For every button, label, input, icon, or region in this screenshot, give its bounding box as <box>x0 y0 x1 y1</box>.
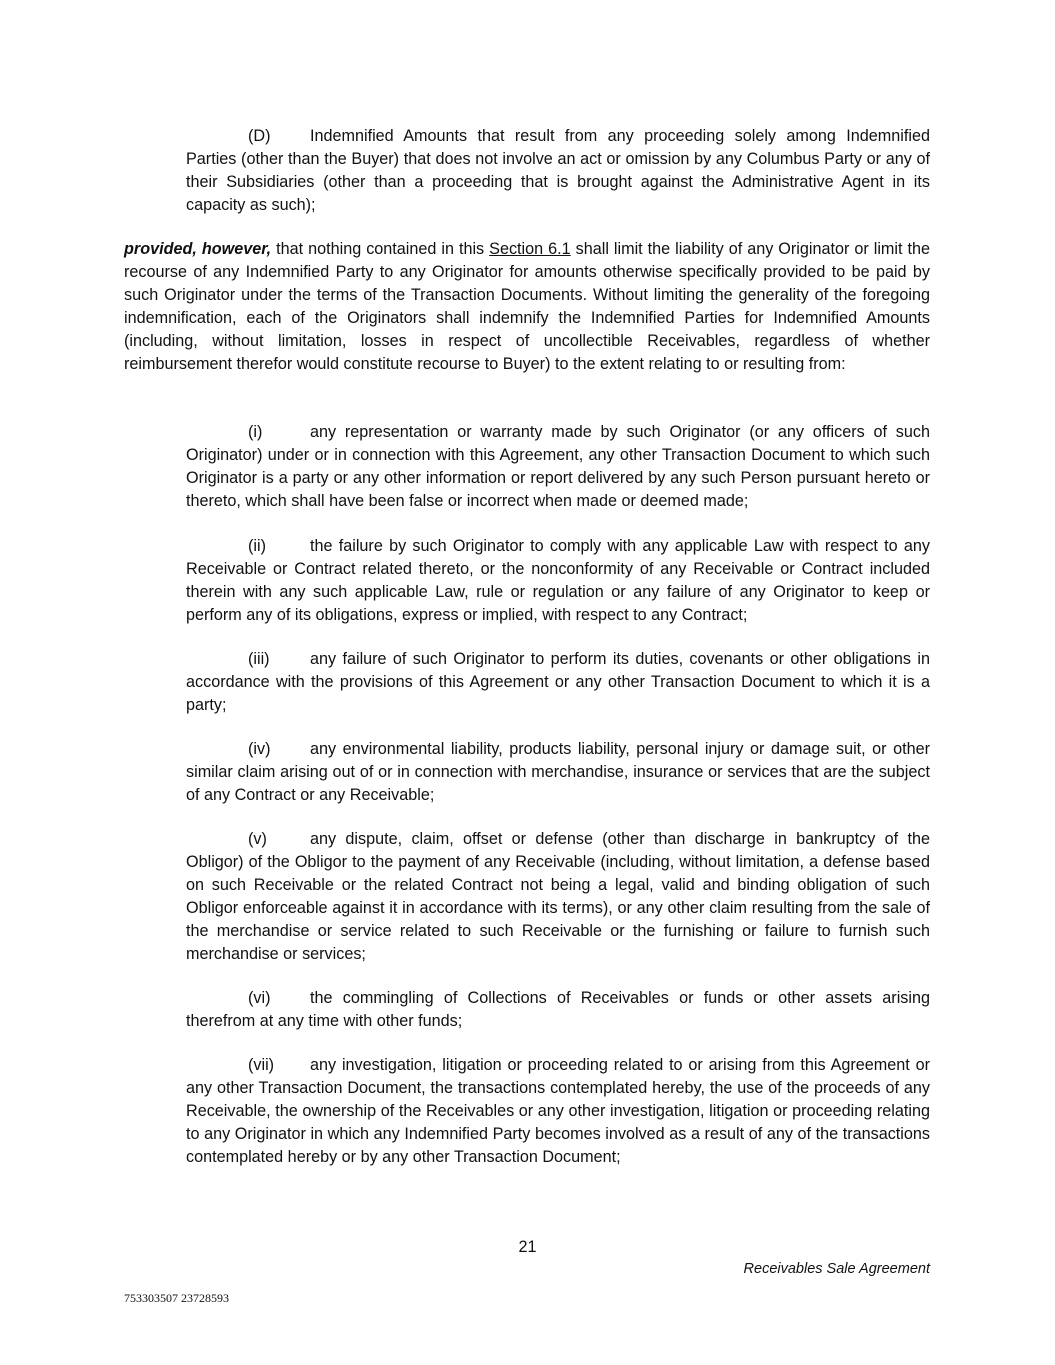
clause-text: the commingling of Collections of Receivables or funds or other assets arising therefrom at any time with other funds; <box>186 989 930 1030</box>
clause-text: any representation or warranty made by such Originator (or any officers of such Originator) under or in connection with this Agreement, any other Transaction Document to which such Originator is a party or any other information or report delivered by any such Person pursuant hereto or thereto, which shall have been false or incorrect when made or deemed made; <box>186 423 930 510</box>
document-id: 753303507 23728593 <box>124 1291 229 1305</box>
document-title: Receivables Sale Agreement <box>743 1261 930 1277</box>
clause-text: the failure by such Originator to comply with any applicable Law with respect to any Receivable or Contract related thereto, or the nonconformity of any Receivable or Contract included therein with any such applicable Law, rule or regulation or any failure of any Originator to keep or perform any of its obligations, express or implied, with respect to any Contract; <box>186 537 930 624</box>
clause-text: any environmental liability, products liability, personal injury or damage suit, or other similar claim arising out of or in connection with merchandise, insurance or services that are the subject of any Contract or any Receivable; <box>186 740 930 804</box>
clause-label: (v) <box>248 830 267 848</box>
clause-ii <box>186 535 930 627</box>
clause-text: any failure of such Originator to perform its duties, covenants or other obligations in accordance with the provisions of this Agreement or any other Transaction Document to which it is a party; <box>186 650 930 714</box>
provided-text-2: shall limit the liability of any Originator or limit the recourse of any Indemnified Party to any Originator for amounts otherwise specifically provided to be paid by such Originator under the terms of the Transaction Documents. Without limiting the generality of the foregoing indemnification, each of the Originators shall indemnify the Indemnified Parties for Indemnified Amounts (including, without limitation, losses in respect of uncollectible Receivables, regardless of whether reimbursement therefor would constitute recourse to Buyer) to the extent relating to or resulting from: <box>124 240 930 373</box>
clause-label: (vii) <box>248 1056 275 1074</box>
clause-label: (D) <box>248 127 271 145</box>
clause-iv <box>186 738 930 807</box>
clause-iii <box>186 648 930 717</box>
provided-lead: provided, however, <box>124 240 272 258</box>
clause-label: (i) <box>248 423 263 441</box>
clause-text: any investigation, litigation or proceeding related to or arising from this Agreement or any other Transaction Document, the transactions contemplated hereby, the use of the proceeds of any Receivable, the ownership of the Receivables or any other investigation, litigation or proceeding relating to any Originator in which any Indemnified Party becomes involved as a result of any of the transactions contemplated hereby or by any other Transaction Document; <box>186 1056 930 1166</box>
clause-v <box>186 828 930 966</box>
clause-label: (ii) <box>248 537 266 555</box>
clause-vi <box>186 987 930 1033</box>
provided-text-1: that nothing contained in this <box>271 240 490 258</box>
clause-label: (iii) <box>248 650 270 668</box>
page-number: 21 <box>518 1238 537 1256</box>
clause-text: Indemnified Amounts that result from any proceeding solely among Indemnified Parties (other than the Buyer) that does not involve an act or omission by any Columbus Party or any of their Subsidiaries (other than a proceeding that is brought against the Administrative Agent in its capacity as such); <box>186 127 930 214</box>
clause-text: any dispute, claim, offset or defense (other than discharge in bankruptcy of the Obligor) of the Obligor to the payment of any Receivable (including, without limitation, a defense based on such Receivable or the related Contract not being a legal, valid and binding obligation of such Obligor enforceable against it in accordance with its terms), or any other claim resulting from the sale of the merchandise or service related to such Receivable or the furnishing or failure to furnish such merchandise or services; <box>186 830 930 963</box>
clause-vii <box>186 1054 930 1169</box>
section-reference-link: Section 6.1 <box>489 240 571 258</box>
provided-however-paragraph <box>124 238 930 376</box>
clause-i <box>186 421 930 513</box>
clause-d <box>186 125 930 217</box>
clause-label: (iv) <box>248 740 271 758</box>
clause-label: (vi) <box>248 989 271 1007</box>
